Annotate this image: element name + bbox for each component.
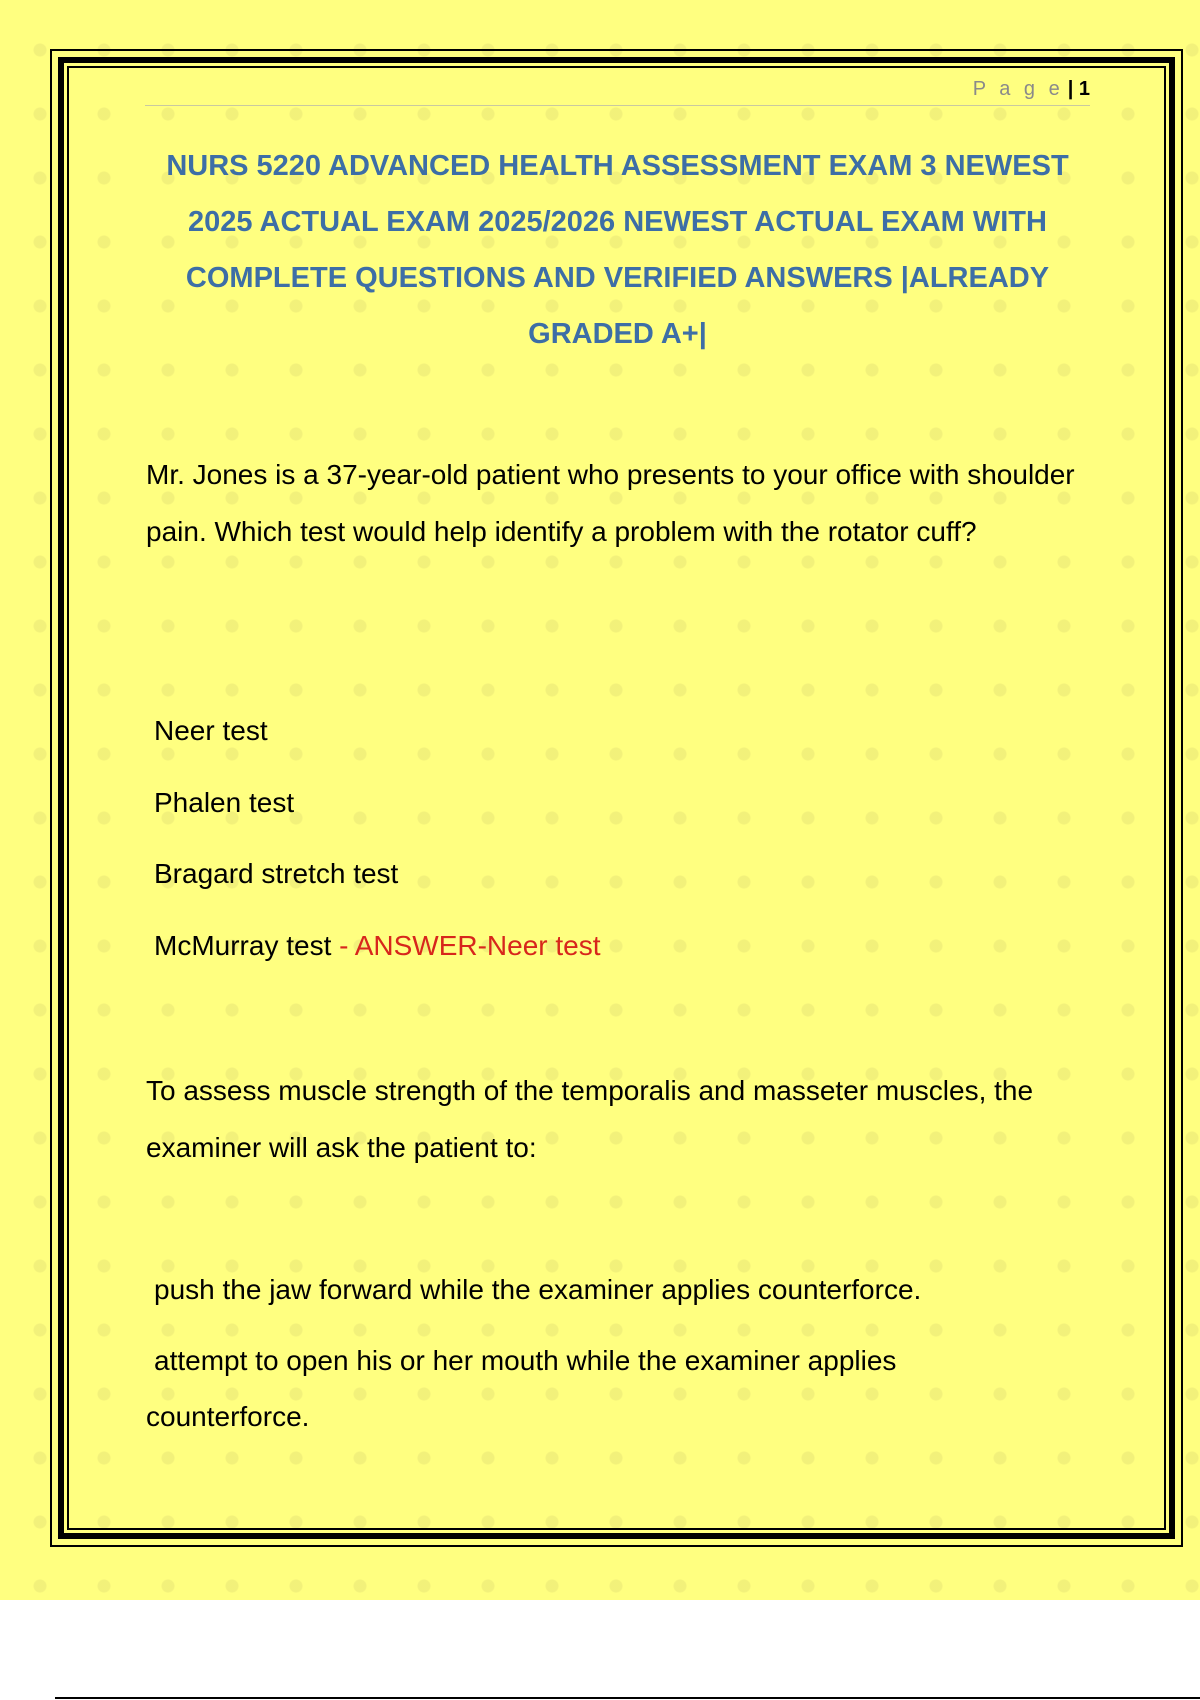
question-2-option-2-continuation: counterforce.	[146, 1401, 310, 1432]
question-1-option-2: Phalen test	[154, 787, 295, 818]
question-1-text: Mr. Jones is a 37-year-old patient who presents to your office with shoulder pain. Which test would help identify a problem with the rotator cuff?	[146, 459, 1075, 547]
question-1-option-4: McMurray test	[154, 930, 332, 961]
page-number: | 1	[1067, 78, 1090, 100]
question-1-option-1: Neer test	[154, 715, 268, 746]
page-header	[145, 72, 1090, 106]
page-label: P a g e	[972, 78, 1064, 100]
footer-rule	[55, 1697, 1200, 1699]
question-2-option-2: attempt to open his or her mouth while the examiner applies	[154, 1345, 897, 1376]
question-2-option-1: push the jaw forward while the examiner applies counterforce.	[154, 1274, 922, 1305]
question-1-option-4-line	[154, 926, 601, 966]
question-1-answer: - ANSWER-Neer test	[331, 930, 601, 961]
question-2-text: To assess muscle strength of the temporalis and masseter muscles, the examiner will ask the patient to:	[146, 1075, 1034, 1163]
question-1-option-3: Bragard stretch test	[154, 858, 399, 889]
document-title: NURS 5220 ADVANCED HEALTH ASSESSMENT EXAM 3 NEWEST 2025 ACTUAL EXAM 2025/2026 NEWEST ACTUAL EXAM WITH COMPLETE QUESTIONS AND VERIFIED ANSWERS |ALREADY GRADED A+|	[166, 150, 1069, 350]
